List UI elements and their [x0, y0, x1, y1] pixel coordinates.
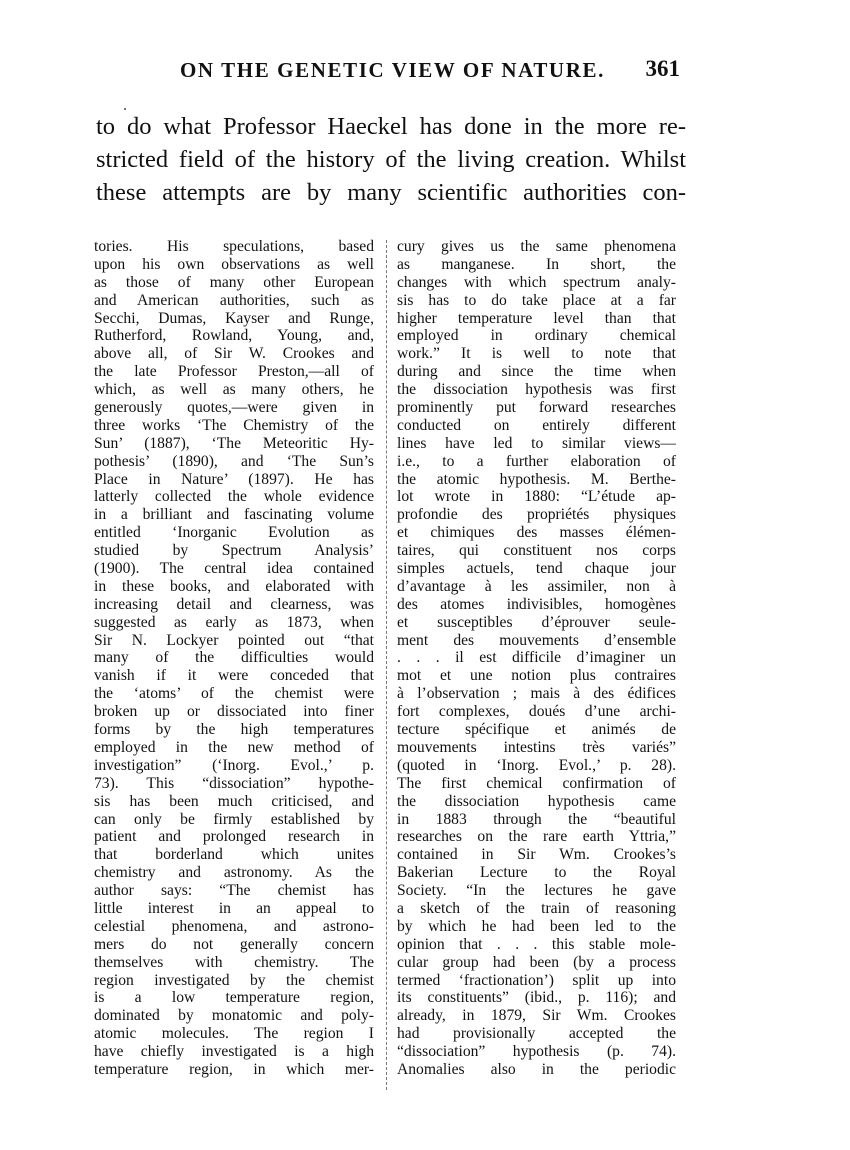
column-line: increasing detail and clearness, was: [94, 595, 374, 613]
running-head: [180, 58, 680, 88]
column-line: lot wrote in 1880: “L’étude ap-: [397, 488, 676, 506]
column-line: that borderland which unites: [94, 846, 374, 864]
column-divider: [386, 240, 387, 1090]
column-line: simples actuels, tend chaque jour: [397, 560, 676, 578]
column-line: during and since the time when: [397, 363, 676, 381]
column-line: des atomes indivisibles, homogènes: [397, 595, 676, 613]
column-line: chemistry and astronomy. As the: [94, 864, 374, 882]
column-line: a sketch of the train of reasoning: [397, 899, 676, 917]
column-line: Rutherford, Rowland, Young, and,: [94, 327, 374, 345]
column-line: the ‘atoms’ of the chemist were: [94, 685, 374, 703]
column-line: à l’observation ; mais à des édifices: [397, 685, 676, 703]
column-line: patient and prolonged research in: [94, 828, 374, 846]
column-line: “dissociation” hypothesis (p. 74).: [397, 1043, 676, 1061]
column-line: i.e., to a further elaboration of: [397, 452, 676, 470]
intro-line: to do what Professor Haeckel has done in the more re-: [96, 113, 686, 140]
column-line: employed in ordinary chemical: [397, 327, 676, 345]
column-line: termed ‘fractionation’) split up into: [397, 971, 676, 989]
column-line: cury gives us the same phenomena: [397, 238, 676, 255]
column-line: mot et une notion plus contraires: [397, 667, 676, 685]
right-column: [397, 238, 676, 1079]
column-line: investigation” (‘Inorg. Evol.,’ p.: [94, 756, 374, 774]
column-line: by which he had been led to the: [397, 917, 676, 935]
intro-paragraph: [96, 110, 686, 209]
column-line: Secchi, Dumas, Kayser and Runge,: [94, 309, 374, 327]
column-line: author says: “The chemist has: [94, 882, 374, 900]
column-line: forms by the high temperatures: [94, 721, 374, 739]
column-line: lines have led to similar views—: [397, 434, 676, 452]
column-line: in 1883 through the “beautiful: [397, 810, 676, 828]
column-line: 73). This “dissociation” hypothe-: [94, 774, 374, 792]
column-line: mouvements intestins très variés”: [397, 738, 676, 756]
column-line: profondie des propriétés physiques: [397, 506, 676, 524]
column-line: conducted on entirely different: [397, 416, 676, 434]
column-line: entitled ‘Inorganic Evolution as: [94, 524, 374, 542]
column-line: contained in Sir Wm. Crookes’s: [397, 846, 676, 864]
column-line: Anomalies also in the periodic: [397, 1060, 676, 1078]
column-line: celestial phenomena, and astrono-: [94, 917, 374, 935]
column-line: tecture spécifique et animés de: [397, 721, 676, 739]
column-line: above all, of Sir W. Crookes and: [94, 345, 374, 363]
column-line: little interest in an appeal to: [94, 899, 374, 917]
column-line: upon his own observations as well: [94, 255, 374, 273]
column-line: prominently put forward researches: [397, 399, 676, 417]
column-line: dominated by monatomic and poly-: [94, 1007, 374, 1025]
column-line: ment des mouvements d’ensemble: [397, 631, 676, 649]
column-line: sis has to do take place at a far: [397, 291, 676, 309]
column-line: in a brilliant and fascinating volume: [94, 506, 374, 524]
column-line: fort complexes, doués d’une archi-: [397, 703, 676, 721]
column-line: opinion that . . . this stable mole-: [397, 935, 676, 953]
column-line: (quoted in ‘Inorg. Evol.,’ p. 28).: [397, 756, 676, 774]
column-line: mers do not generally concern: [94, 935, 374, 953]
column-line: Place in Nature’ (1897). He has: [94, 470, 374, 488]
column-line: researches on the rare earth Yttria,”: [397, 828, 676, 846]
column-line: temperature region, in which mer-: [94, 1060, 374, 1078]
running-title: ON THE GENETIC VIEW OF NATURE.: [180, 58, 605, 82]
column-line: which, as well as many others, he: [94, 381, 374, 399]
column-line: d’avantage à les assimiler, non à: [397, 577, 676, 595]
column-line: Sir N. Lockyer pointed out “that: [94, 631, 374, 649]
column-line: already, in 1879, Sir Wm. Crookes: [397, 1007, 676, 1025]
column-line: higher temperature level than that: [397, 309, 676, 327]
column-line: Society. “In the lectures he gave: [397, 882, 676, 900]
column-line: the atomic hypothesis. M. Berthe-: [397, 470, 676, 488]
page-number: 361: [645, 56, 680, 81]
column-line: atomic molecules. The region I: [94, 1025, 374, 1043]
column-line: the dissociation hypothesis was first: [397, 381, 676, 399]
column-line: taires, qui constituent nos corps: [397, 542, 676, 560]
column-line: studied by Spectrum Analysis’: [94, 542, 374, 560]
column-line: employed in the new method of: [94, 738, 374, 756]
column-line: . . . il est difficile d’imaginer un: [397, 649, 676, 667]
column-line: (1900). The central idea contained: [94, 560, 374, 578]
intro-line: these attempts are by many scientific authorities con-: [96, 179, 686, 206]
column-line: The first chemical confirmation of: [397, 774, 676, 792]
column-line: three works ‘The Chemistry of the: [94, 416, 374, 434]
column-line: and American authorities, such as: [94, 291, 374, 309]
column-line: et chimiques des masses élémen-: [397, 524, 676, 542]
column-line: sis has been much criticised, and: [94, 792, 374, 810]
column-line: is a low temperature region,: [94, 989, 374, 1007]
column-line: the dissociation hypothesis came: [397, 792, 676, 810]
left-column: [94, 238, 374, 1079]
column-line: pothesis’ (1890), and ‘The Sun’s: [94, 452, 374, 470]
column-line: region investigated by the chemist: [94, 971, 374, 989]
column-line: Sun’ (1887), ‘The Meteoritic Hy-: [94, 434, 374, 452]
column-line: vanish if it were conceded that: [94, 667, 374, 685]
column-line: themselves with chemistry. The: [94, 953, 374, 971]
column-line: many of the difficulties would: [94, 649, 374, 667]
column-line: the late Professor Preston,—all of: [94, 363, 374, 381]
column-line: its constituents” (ibid., p. 116); and: [397, 989, 676, 1007]
column-line: in these books, and elaborated with: [94, 577, 374, 595]
column-line: had provisionally accepted the: [397, 1025, 676, 1043]
column-line: et susceptibles d’éprouver seule-: [397, 613, 676, 631]
column-line: Bakerian Lecture to the Royal: [397, 864, 676, 882]
column-line: work.” It is well to note that: [397, 345, 676, 363]
column-line: as manganese. In short, the: [397, 255, 676, 273]
column-line: suggested as early as 1873, when: [94, 613, 374, 631]
column-line: tories. His speculations, based: [94, 238, 374, 255]
column-line: as those of many other European: [94, 273, 374, 291]
column-line: cular group had been (by a process: [397, 953, 676, 971]
intro-line: stricted field of the history of the living creation. Whilst: [96, 146, 686, 173]
column-line: generously quotes,—were given in: [94, 399, 374, 417]
column-line: changes with which spectrum analy-: [397, 273, 676, 291]
column-line: latterly collected the whole evidence: [94, 488, 374, 506]
column-line: have chiefly investigated is a high: [94, 1043, 374, 1061]
column-line: broken up or dissociated into finer: [94, 703, 374, 721]
column-line: can only be firmly established by: [94, 810, 374, 828]
